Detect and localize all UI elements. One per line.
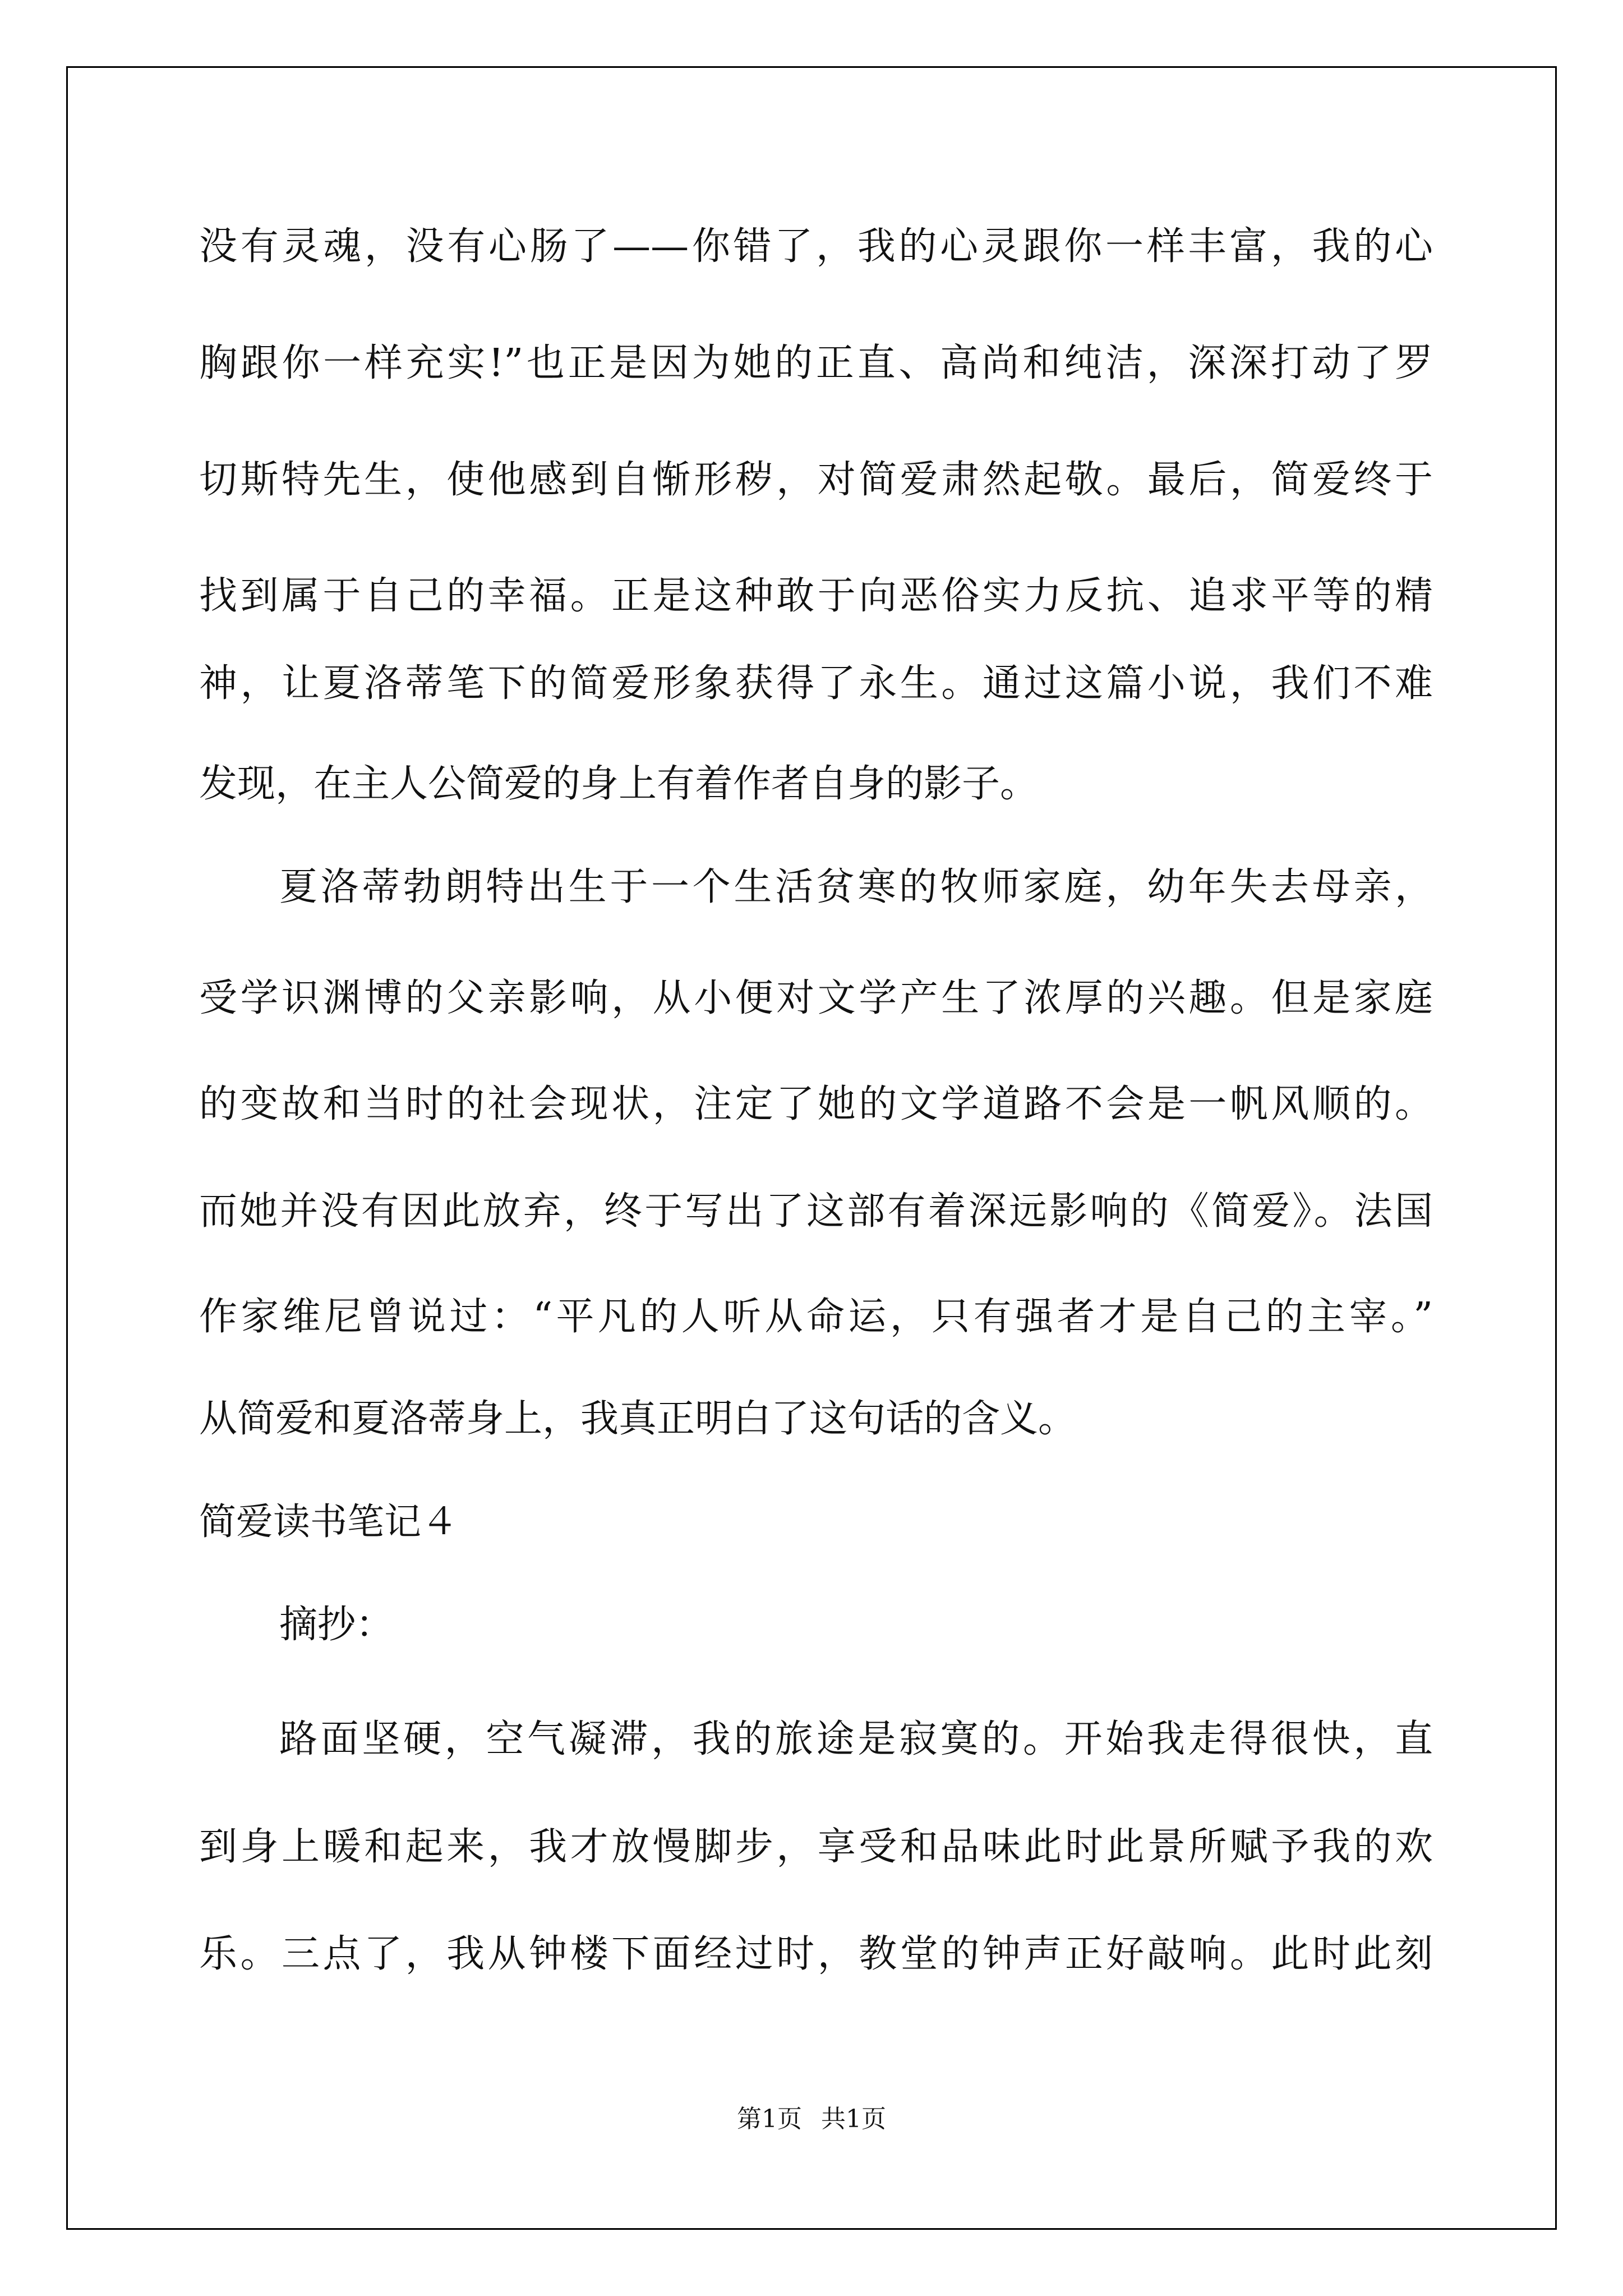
paragraph-line: 从简爱和夏洛蒂身上，我真正明白了这句话的含义。 [199,1397,1077,1441]
paragraph-line: 找到属于自己的幸福。正是这种敢于向恶俗实力反抗、追求平等的精 [199,574,1433,618]
paragraph-line: 胸跟你一样充实!”也正是因为她的正直、高尚和纯洁，深深打动了罗 [199,341,1433,385]
paragraph-line: 路面坚硬，空气凝滞，我的旅途是寂寞的。开始我走得很快，直 [279,1717,1433,1761]
page-footer [0,2102,1623,2136]
paragraph-line: 切斯特先生，使他感到自惭形秽，对简爱肃然起敬。最后，简爱终于 [199,458,1433,502]
paragraph-line: 受学识渊博的父亲影响，从小便对文学产生了浓厚的兴趣。但是家庭 [199,976,1433,1020]
paragraph-line: 神，让夏洛蒂笔下的简爱形象获得了永生。通过这篇小说，我们不难 [199,661,1433,706]
section-heading: 简爱读书笔记４ [199,1500,458,1543]
paragraph-line: 乐。三点了，我从钟楼下面经过时，教堂的钟声正好敲响。此时此刻 [199,1932,1433,1976]
page-total: 共1页 [821,2105,886,2133]
paragraph-line: 发现，在主人公简爱的身上有着作者自身的影子。 [199,762,1039,806]
paragraph-line: 没有灵魂，没有心肠了——你错了，我的心灵跟你一样丰富，我的心 [199,224,1433,269]
section-label: 摘抄： [279,1603,394,1647]
paragraph-line: 的变故和当时的社会现状，注定了她的文学道路不会是一帆风顺的。 [199,1082,1433,1126]
paragraph-line: 而她并没有因此放弃，终于写出了这部有着深远影响的《简爱》。法国 [199,1189,1433,1234]
paragraph-line: 夏洛蒂勃朗特出生于一个生活贫寒的牧师家庭，幼年失去母亲， [279,865,1433,909]
page-number: 第1页 [737,2105,802,2133]
paragraph-line: 到身上暖和起来，我才放慢脚步，享受和品味此时此景所赋予我的欢 [199,1825,1433,1869]
page-border [66,66,1557,2230]
paragraph-line: 作家维尼曾说过：“平凡的人听从命运，只有强者才是自己的主宰。” [199,1295,1433,1339]
